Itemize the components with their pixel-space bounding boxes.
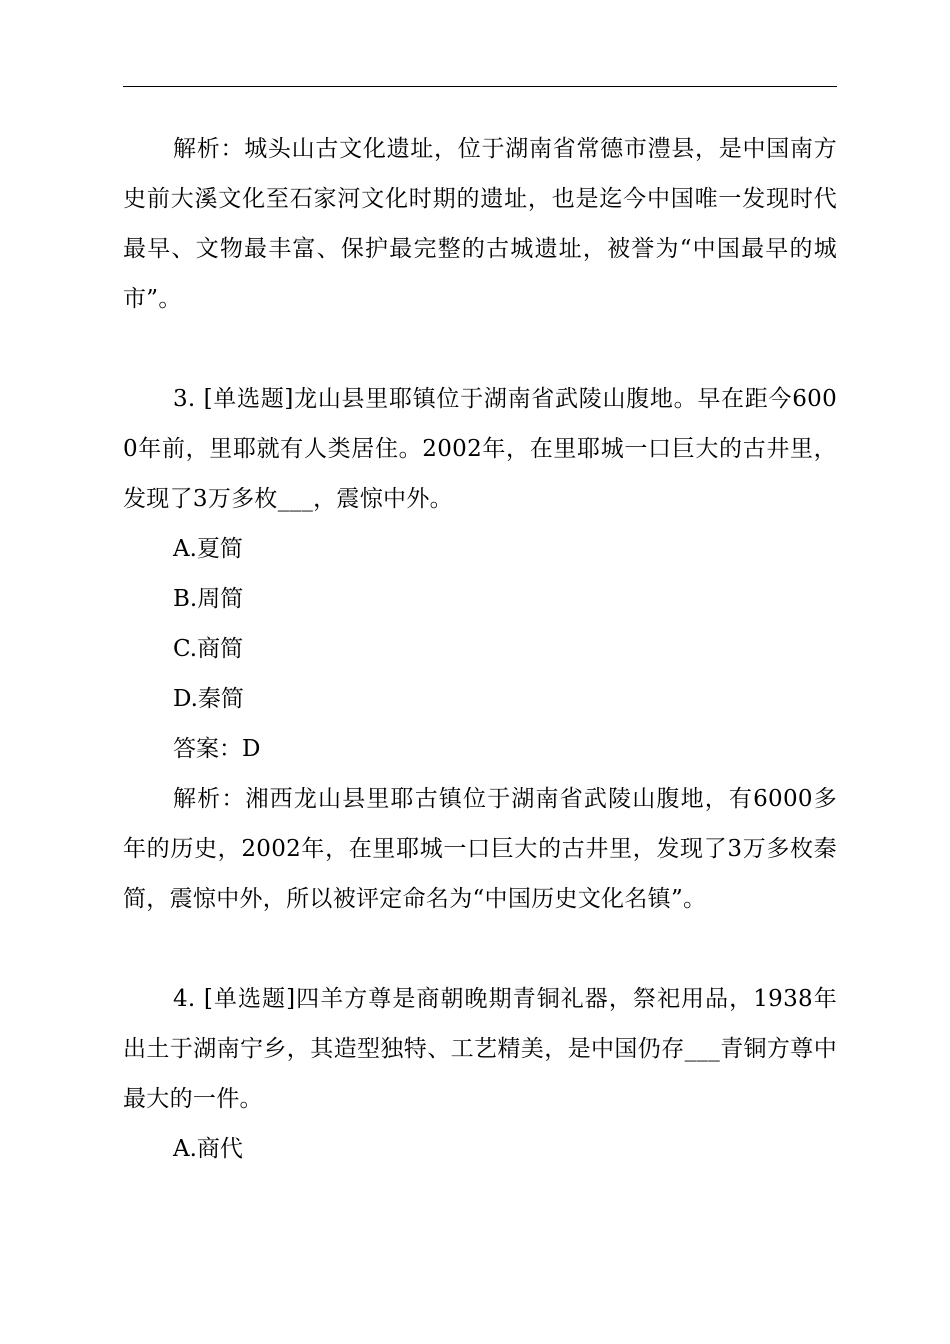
header-rule xyxy=(123,86,837,87)
q3-option-a: A.夏简 xyxy=(173,536,243,562)
spacer xyxy=(123,924,837,974)
spacer xyxy=(123,324,837,374)
question-3 xyxy=(123,374,837,924)
q2-analysis: 解析：城头山古文化遗址，位于湖南省常德市澧县，是中国南方史前大溪文化至石家河文化时期的遗址，也是迄今中国唯一发现时代最早、文物最丰富、保护最完整的古城遗址，被誉为“中国最早的城市”。 xyxy=(123,136,837,312)
q3-option-d: D.秦简 xyxy=(173,686,244,712)
document-body xyxy=(123,124,837,1174)
question-4 xyxy=(123,974,837,1174)
q4-stem: 4. [单选题]四羊方尊是商朝晚期青铜礼器，祭祀用品，1938年出土于湖南宁乡，其造型独特、工艺精美，是中国仍存___青铜方尊中最大的一件。 xyxy=(123,986,837,1112)
q4-option-a: A.商代 xyxy=(173,1136,243,1162)
q3-stem: 3. [单选题]龙山县里耶镇位于湖南省武陵山腹地。早在距今6000年前，里耶就有人类居住。2002年，在里耶城一口巨大的古井里，发现了3万多枚___，震惊中外。 xyxy=(123,386,837,512)
q3-option-c: C.商简 xyxy=(173,636,244,662)
q3-answer: 答案：D xyxy=(173,736,261,762)
q3-analysis: 解析：湘西龙山县里耶古镇位于湖南省武陵山腹地，有6000多年的历史，2002年，在里耶城一口巨大的古井里，发现了3万多枚秦简，震惊中外，所以被评定命名为“中国历史文化名镇”。 xyxy=(123,786,837,912)
q3-option-b: B.周简 xyxy=(173,586,244,612)
